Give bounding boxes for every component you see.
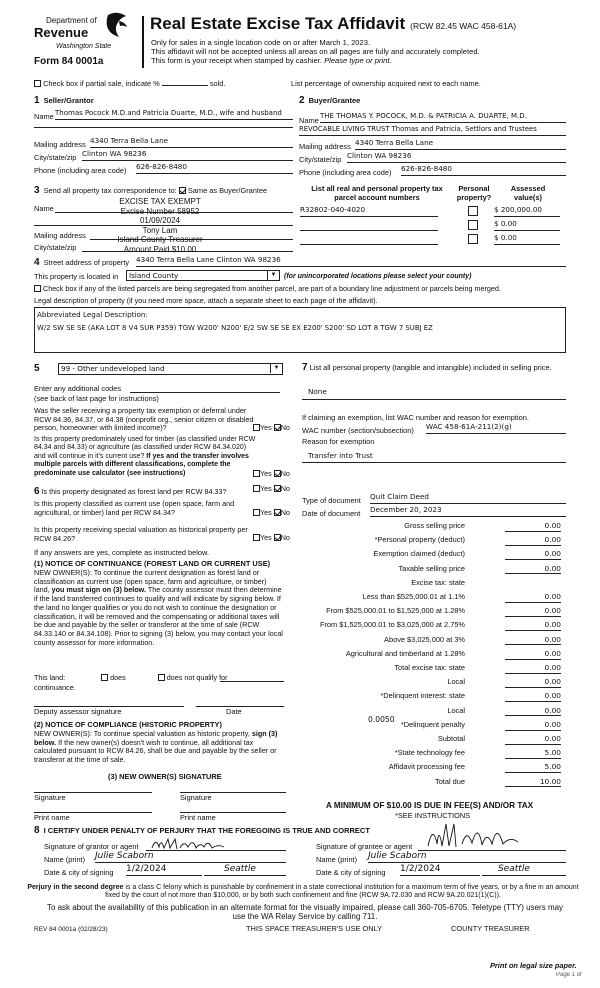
- historic-question: Is this property receiving special valuation as historical property per RCW 84.26?: [34, 525, 248, 543]
- fee-value[interactable]: 0.00: [505, 565, 561, 575]
- perjury-bold: Perjury in the second degree: [27, 884, 124, 891]
- timber-yes-label: Yes: [260, 469, 272, 478]
- buyer-city-field[interactable]: Clinton WA 98236: [347, 152, 566, 163]
- county-note: (for unincorporated locations please select your county): [284, 273, 472, 280]
- parcel-col-header: List all real and personal property tax parcel account numbers: [311, 184, 443, 202]
- buyer-name-field-1[interactable]: THE THOMAS Y. POCOCK, M.D. & PATRICIA A. DUARTE, M.D.: [320, 112, 566, 123]
- section8-num: 8: [34, 825, 40, 836]
- corr-address-label: Mailing address: [34, 231, 86, 240]
- exemption-question: Was the seller receiving a property tax exemption or deferral under RCW 84.36, 84.37, or 84.38 (nonprofit org., senior citizen or disabled person, homeowner with limited income)?: [34, 406, 254, 433]
- correspondence-num: 3: [34, 185, 40, 196]
- assessed-value-2[interactable]: $ 0.00: [494, 220, 560, 231]
- header-sub-3: [151, 56, 392, 65]
- does-not-checkbox[interactable]: [158, 674, 165, 681]
- partial-sale-checkbox[interactable]: [34, 80, 41, 87]
- grantor-name-label: Name (print): [44, 855, 86, 864]
- seller-address-label: Mailing address: [34, 140, 86, 149]
- grantor-date-label: Date & city of signing: [44, 868, 114, 877]
- street-label: Street address of property: [43, 258, 130, 267]
- doc-date-label: Date of document: [302, 509, 361, 518]
- stamp-line-5: Island County Treasurer: [117, 235, 203, 245]
- correspondence-label: Send all property tax correspondence to:: [43, 186, 177, 195]
- compliance-text-c: If the new owner(s) doesn't wish to continue, all additional tax calculated pursuant to RCW 84.26, shall be due and payable by the seller or transferor at the time of sale.: [34, 737, 277, 765]
- fee-value[interactable]: 0.00: [505, 678, 561, 688]
- fee-value[interactable]: 5.00: [505, 749, 561, 759]
- section6-num: 6: [34, 486, 40, 497]
- personal-col-header: Personal property?: [456, 184, 492, 202]
- section7-num: 7: [302, 362, 308, 373]
- correspondence-row: [34, 185, 267, 197]
- buyer-city-label: City/state/zip: [299, 155, 342, 164]
- grantor-sig-label: Signature of grantor or agent: [44, 842, 139, 851]
- forest-no-checkbox[interactable]: [274, 485, 281, 492]
- fee-value[interactable]: 5.00: [505, 763, 561, 773]
- fee-value[interactable]: 0.00: [505, 650, 561, 660]
- compliance-heading: (2) NOTICE OF COMPLIANCE (HISTORIC PROPERTY): [34, 720, 222, 729]
- stamp-line-1: EXCISE TAX EXEMPT: [119, 197, 201, 206]
- land-label: This land:: [34, 673, 66, 682]
- continuance-heading: (1) NOTICE OF CONTINUANCE (FOREST LAND OR CURRENT USE): [34, 559, 271, 568]
- fee-value[interactable]: 0.00: [505, 636, 561, 646]
- parcel-number-1[interactable]: R32802-040-4020: [300, 206, 438, 217]
- perjury-notice: [20, 884, 586, 901]
- partial-sale-percent[interactable]: [162, 85, 208, 86]
- new-owner-print-label-1: Print name: [34, 813, 70, 822]
- buyer-name-label: Name: [299, 116, 319, 125]
- historic-no-label: No: [280, 533, 290, 542]
- current-use-no-checkbox[interactable]: [274, 509, 281, 516]
- buyer-address-field[interactable]: 4340 Terra Bella Lane: [355, 139, 566, 150]
- forest-no-label: No: [280, 484, 290, 493]
- fee-label: Local: [447, 677, 465, 687]
- exemption-yes-label: Yes: [260, 423, 272, 432]
- timber-no-checkbox[interactable]: [274, 470, 281, 477]
- fee-row: [300, 664, 565, 675]
- ownership-note: List percentage of ownership acquired next to each name.: [291, 79, 481, 88]
- personal-property-line[interactable]: [302, 399, 566, 400]
- dor-revenue-text: Revenue: [34, 25, 89, 40]
- forest-question: [34, 486, 256, 498]
- personal-property-checkbox-1[interactable]: [468, 206, 478, 216]
- new-owner-sig-label-2: Signature: [180, 793, 212, 802]
- continuance-label: continuance.: [34, 683, 76, 692]
- fee-value[interactable]: 0.00: [505, 621, 561, 631]
- page-number: Page 1 of: [556, 972, 582, 978]
- fee-row: [300, 735, 565, 746]
- continuance-text-a: NEW OWNER(S): To continue the current designation as forest land or classification as current use (open space, farm and agriculture, or timber) land,: [34, 568, 267, 595]
- forest-yes-label: Yes: [260, 484, 272, 493]
- legal-description-box[interactable]: [34, 307, 566, 353]
- grantor-city-field[interactable]: Seattle: [204, 864, 286, 876]
- county-select-chevron-down-icon[interactable]: ▼: [267, 271, 279, 280]
- buyer-address-label: Mailing address: [299, 142, 351, 151]
- fee-row: [300, 707, 565, 718]
- timber-answer: [253, 470, 290, 479]
- street-row: [34, 257, 129, 269]
- land-use-chevron-down-icon[interactable]: ▼: [270, 364, 282, 373]
- minimum-notice: A MINIMUM OF $10.00 IS DUE IN FEE(S) AND/OR TAX: [326, 801, 534, 810]
- historic-no-checkbox[interactable]: [274, 534, 281, 541]
- seller-name-label: Name: [34, 112, 54, 121]
- exempt-stamp: [100, 197, 220, 255]
- assessed-value-1[interactable]: $ 200,000.00: [494, 206, 560, 217]
- timber-yes-checkbox[interactable]: [253, 470, 260, 477]
- assessor-date-label: Date: [226, 707, 242, 716]
- does-not-line[interactable]: [220, 681, 284, 682]
- historic-yes-label: Yes: [260, 533, 272, 542]
- fee-row: [300, 721, 565, 732]
- seller-address-field[interactable]: 4340 Terra Bella Lane: [90, 137, 293, 148]
- fee-row: [300, 522, 565, 533]
- header-sub-3b: Please type or print.: [324, 56, 392, 65]
- dor-department-text: Department of: [46, 16, 97, 25]
- partial-sale-row: [34, 80, 225, 89]
- fee-label: Exemption claimed (deduct): [373, 549, 465, 559]
- certify-heading: I CERTIFY UNDER PENALTY OF PERJURY THAT THE FOREGOING IS TRUE AND CORRECT: [43, 826, 370, 835]
- continuance-text-c: The county assessor must then determine if the land transferred continues to qualify and will indicate by signing below. If the land no longer qualifies or you do not wish to continue the designation or classification, it will be removed and the compensating or additional taxes will be due and payable by the seller or transferor at the time of sale (RCW 84.33.140 or 84.34.108). Prior to signing (3) below, you may contact your local county assessor for more information.: [34, 585, 283, 647]
- alt-format-notice: To ask about the availability of this publication in an alternate format for the visually impaired, please call 360-705-6705. Teletype (TTY) users may use the WA Relay Service by calling 711.: [46, 903, 564, 922]
- abbrev-legal-label: Abbreviated Legal Description:: [37, 310, 148, 319]
- fee-label: Taxable selling price: [398, 563, 465, 573]
- stamp-line-4: Tony Lam: [142, 225, 178, 235]
- fee-label: Gross selling price: [404, 521, 465, 530]
- buyer-title: Buyer/Grantee: [308, 96, 361, 105]
- exemption-yes-checkbox[interactable]: [253, 424, 260, 431]
- fee-label: Subtotal: [437, 734, 465, 743]
- fee-label: Agricultural and timberland at 1.28%: [345, 648, 465, 658]
- corr-name-label: Name: [34, 204, 54, 213]
- does-not-label: does not qualify for: [166, 673, 228, 682]
- exemption-answer: [253, 424, 290, 433]
- fee-label: *Personal property (deduct): [374, 535, 465, 545]
- fee-value[interactable]: 0.00: [505, 735, 561, 745]
- fee-row: [300, 692, 565, 703]
- grantor-date-field[interactable]: 1/2/2024: [126, 864, 202, 876]
- form-number: Form 84 0001a: [34, 56, 104, 67]
- fee-label: Above $3,025,000 at 3%: [384, 634, 465, 644]
- exemption-claim-label: If claiming an exemption, list WAC number and reason for exemption.: [302, 413, 529, 422]
- personal-property-checkbox-2[interactable]: [468, 220, 478, 230]
- wac-field[interactable]: WAC 458-61A-211(2)(g): [426, 423, 566, 434]
- fee-value[interactable]: 0.00: [505, 721, 561, 731]
- grantor-signature: [150, 836, 250, 852]
- doc-type-label: Type of document: [302, 496, 361, 505]
- segregated-checkbox[interactable]: [34, 285, 41, 292]
- compliance-text: [34, 730, 286, 765]
- exemption-no-label: No: [280, 423, 290, 432]
- current-use-answer: [253, 509, 290, 518]
- grantee-sig-label: Signature of grantee or agent: [316, 842, 413, 851]
- timber-question: [34, 436, 256, 478]
- located-label: This property is located in: [34, 272, 119, 281]
- reason-field[interactable]: Transfer into Trust: [308, 451, 373, 460]
- buyer-name-field-2[interactable]: REVOCABLE LIVING TRUST Thomas and Patricia, Settlors and Trustees: [299, 125, 566, 136]
- new-owner-sig-heading: (3) NEW OWNER(S) SIGNATURE: [108, 772, 222, 781]
- fee-value[interactable]: 0.00: [505, 550, 561, 560]
- doc-date-field[interactable]: December 20, 2023: [370, 506, 566, 517]
- fee-label: Affidavit processing fee: [388, 762, 465, 772]
- section5-num: 5: [34, 363, 40, 374]
- fee-row: [300, 550, 565, 561]
- fee-row: [300, 763, 565, 774]
- header-sub-3a: This form is your receipt when stamped by cashier.: [151, 56, 322, 65]
- street-address-field[interactable]: 4340 Terra Bella Lane Clinton WA 98236: [136, 256, 566, 267]
- land-use-value: 99 - Other undeveloped land: [61, 364, 165, 373]
- legal-label: Legal description of property (if you need more space, attach a separate sheet to each page of the affidavit).: [34, 296, 378, 305]
- revision-number: REV 84 0001a (02/28/23): [34, 926, 108, 933]
- header-sub-1: Only for sales in a single location code on or after March 1, 2023.: [151, 38, 371, 47]
- buyer-phone-field[interactable]: 626-826-8480: [401, 165, 566, 176]
- answers-note: If any answers are yes, complete as instructed below.: [34, 548, 209, 557]
- fee-value[interactable]: 0.00: [505, 607, 561, 617]
- perjury-text: is a class C felony which is punishable by confinement in a state correctional institution for a maximum term of five years, or by a fine in an amount fixed by the court of not more than $10,000, or by both such confinement and fine (RCW 9A.72.030 and RCW 9A.20.021(1)(C)).: [105, 884, 579, 900]
- form-rcw: (RCW 82.45 WAC 458-61A): [410, 21, 517, 31]
- seller-name-field[interactable]: Thomas Pocock M.D.and Patricia Duarte, M.D., wife and husband: [55, 109, 293, 120]
- fee-row: [300, 621, 565, 632]
- county-select-value: Island County: [129, 271, 179, 280]
- seller-phone-label: Phone (including area code): [34, 166, 127, 175]
- fee-value[interactable]: 0.00: [505, 692, 561, 702]
- seller-city-field[interactable]: Clinton WA 98236: [82, 150, 293, 161]
- fee-label: Total excise tax: state: [394, 663, 465, 672]
- fee-row: [300, 636, 565, 647]
- forest-question-text: Is this property designated as forest land per RCW 84.33?: [41, 487, 227, 496]
- parcel-number-2[interactable]: [300, 230, 438, 231]
- same-as-buyer-label: Same as Buyer/Grantee: [187, 186, 268, 195]
- buyer-num: 2: [299, 95, 305, 106]
- grantee-city-field[interactable]: Seattle: [482, 864, 566, 876]
- current-use-yes-label: Yes: [260, 508, 272, 517]
- current-use-question: Is this property classified as current use (open space, farm and agricultural, or timber) land per RCW 84.34?: [34, 499, 235, 517]
- seller-heading: [34, 95, 94, 107]
- wac-label: WAC number (section/subsection): [302, 426, 414, 435]
- legal-description-text: W/2 SW SE SE (AKA LOT 8 V4 SUR P359) TGW W200' N200' E/2 SW SE SE EX E200' S200' SD LOT 8 TGW 7 SUBJ EZ: [37, 324, 433, 332]
- fee-row: [300, 579, 565, 590]
- grantee-name-label: Name (print): [316, 855, 358, 864]
- fee-value[interactable]: 10.00: [505, 778, 561, 788]
- fee-label: Total due: [435, 776, 465, 786]
- personal-property-value[interactable]: None: [308, 387, 327, 396]
- stamp-line-3: 01/09/2024: [139, 216, 181, 226]
- dor-emblem-icon: [105, 12, 129, 40]
- fee-label: *State technology fee: [394, 748, 465, 758]
- reason-line[interactable]: [302, 462, 566, 463]
- assessed-value-3[interactable]: $ 0.00: [494, 234, 560, 245]
- seller-city-label: City/state/zip: [34, 153, 77, 162]
- new-owner-sig-label-1: Signature: [34, 793, 66, 802]
- fee-row: [300, 678, 565, 689]
- treasurer-use: THIS SPACE TREASURER'S USE ONLY: [246, 924, 383, 933]
- fee-row: [300, 593, 565, 604]
- fee-row: [300, 650, 565, 661]
- seller-phone-field[interactable]: 626-826-8480: [136, 163, 293, 174]
- doc-type-field[interactable]: Quit Claim Deed: [370, 493, 566, 504]
- fee-value[interactable]: 0.00: [505, 664, 561, 674]
- section7-label: List all personal property (tangible and intangible) included in selling price.: [309, 363, 552, 372]
- local-rate: 0.0050: [368, 715, 395, 724]
- land-use-select[interactable]: [58, 363, 283, 375]
- compliance-text-a: NEW OWNER(S): To continue special valuation as historic property,: [34, 729, 250, 738]
- fee-label: *Delinquent interest: state: [380, 691, 465, 701]
- fee-value[interactable]: 0.00: [505, 536, 561, 546]
- exemption-no-checkbox[interactable]: [274, 424, 281, 431]
- partial-sale-suffix: sold.: [209, 79, 226, 88]
- current-use-yes-checkbox[interactable]: [253, 509, 260, 516]
- fee-value[interactable]: 0.00: [505, 522, 561, 532]
- street-num: 4: [34, 257, 40, 268]
- fee-row: [300, 607, 565, 618]
- same-as-buyer-checkbox[interactable]: [179, 187, 186, 194]
- fee-row: [300, 536, 565, 547]
- header-sub-2: This affidavit will not be accepted unless all areas on all pages are fully and accurately completed.: [151, 47, 480, 56]
- assessed-col-header: Assessed value(s): [510, 184, 546, 202]
- segregated-label: Check box if any of the listed parcels are being segregated from another parcel, are part of a boundary line adjustment or parcels being merged.: [43, 284, 501, 293]
- grantee-date-field[interactable]: 1/2/2024: [400, 864, 480, 876]
- buyer-heading: [299, 95, 360, 107]
- reason-label: Reason for exemption: [302, 437, 375, 446]
- partial-sale-label: Check box if partial sale, indicate %: [43, 79, 160, 88]
- stamp-line-2: Excise Number 58952: [120, 206, 200, 216]
- header-divider: [142, 16, 144, 68]
- parcel-number-3[interactable]: [300, 244, 438, 245]
- segregated-row: [34, 285, 501, 294]
- county-select[interactable]: [126, 270, 280, 281]
- fee-row: [300, 565, 565, 576]
- grantee-name-field[interactable]: Julie Scaborn: [368, 851, 566, 863]
- forest-yes-checkbox[interactable]: [253, 485, 260, 492]
- fee-row: [300, 749, 565, 760]
- buyer-phone-label: Phone (including area code): [299, 168, 392, 177]
- codes-note: (see back of last page for instructions): [34, 394, 159, 403]
- land-qualify-row: [34, 674, 228, 683]
- seller-num: 1: [34, 95, 40, 106]
- timber-question-text: Is this property predominately used for timber (as classified under RCW 84.34 and 84.33) or agriculture (as classified under RCW 84.34.020) and will continue in it's current use?: [34, 436, 256, 460]
- stamp-line-6: Amount Paid $10.00: [123, 244, 197, 254]
- new-owner-print-label-2: Print name: [180, 813, 216, 822]
- timber-no-label: No: [280, 469, 290, 478]
- fee-value[interactable]: 0.00: [505, 707, 561, 717]
- codes-field[interactable]: [130, 392, 280, 393]
- continuance-text: [34, 569, 284, 647]
- county-treasurer: COUNTY TREASURER: [451, 924, 530, 933]
- fee-label: From $525,000.01 to $1,525,000 at 1.28%: [326, 606, 465, 616]
- grantee-date-label: Date & city of signing: [316, 868, 386, 877]
- corr-city-label: City/state/zip: [34, 243, 77, 252]
- form-title-row: [150, 14, 516, 34]
- form-title: Real Estate Excise Tax Affidavit: [150, 14, 406, 33]
- fee-label: Local: [447, 705, 465, 715]
- grantee-signature: [426, 818, 546, 852]
- compliance-text-b: sign (3) below.: [34, 729, 278, 747]
- personal-property-label: [302, 363, 564, 372]
- legal-size-note: Print on legal size paper.: [490, 962, 577, 970]
- fee-label: Excise tax: state: [411, 577, 465, 587]
- grantor-name-field[interactable]: Julie Scaborn: [95, 851, 286, 863]
- fee-label: Less than $525,000.01 at 1.1%: [362, 592, 465, 601]
- historic-yes-checkbox[interactable]: [253, 534, 260, 541]
- continuance-text-b: you must sign on (3) below.: [51, 585, 146, 595]
- seller-title: Seller/Grantor: [43, 96, 94, 105]
- dor-state-text: Washington State: [56, 43, 112, 50]
- fee-value[interactable]: 0.00: [505, 593, 561, 603]
- timber-question-bold: If yes and the transfer involves multiple parcels with different classifications, complete the predominate use calculator (see instructions): [34, 452, 249, 477]
- does-checkbox[interactable]: [101, 674, 108, 681]
- forest-answer: [253, 485, 290, 494]
- codes-label: Enter any additional codes: [34, 384, 122, 393]
- fee-label: From $1,525,000.01 to $3,025,000 at 2.75%: [319, 620, 465, 630]
- fee-label: *Delinquent penalty: [400, 719, 465, 729]
- personal-property-checkbox-3[interactable]: [468, 234, 478, 244]
- historic-answer: [253, 534, 290, 543]
- seller-name-line2[interactable]: [34, 127, 293, 128]
- assessor-sig-label: Deputy assessor signature: [34, 707, 122, 716]
- current-use-no-label: No: [280, 508, 290, 517]
- does-label: does: [110, 673, 126, 682]
- fee-row: [300, 778, 565, 789]
- see-instructions: *SEE INSTRUCTIONS: [395, 811, 471, 820]
